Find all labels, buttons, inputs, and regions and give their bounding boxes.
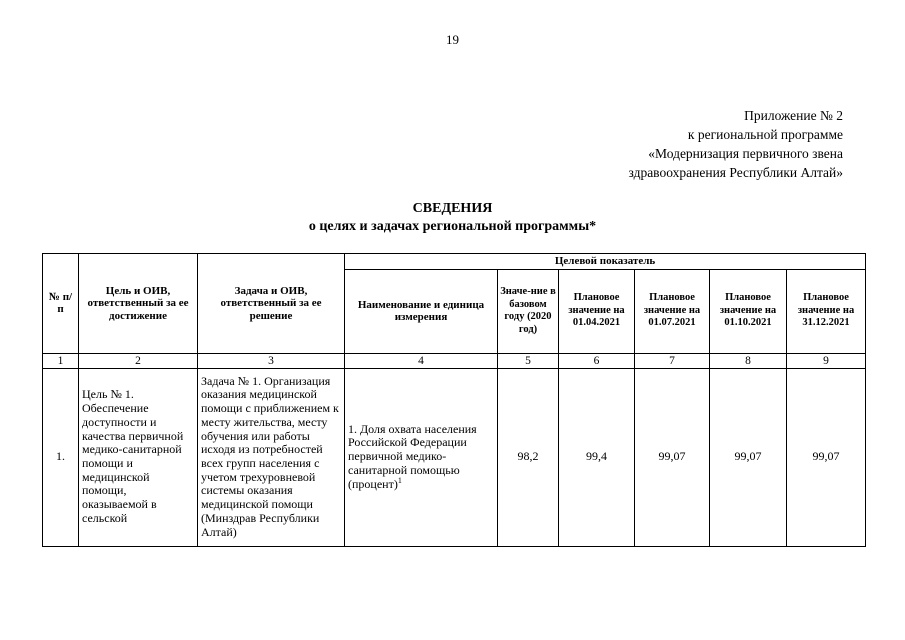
heading-title: СВЕДЕНИЯ <box>412 201 493 216</box>
task-cell: Задача № 1. Организация оказания медицинской помощи с приближением к месту жительства, месту обучения или работы исходя из потребностей всех групп населения с учетом трехуровневой системы оказания медицинской помощи (Минздрав Республики Алтай) <box>198 368 345 546</box>
col-number: 5 <box>498 353 559 368</box>
header-plan-q2: Плановое значение на 01.07.2021 <box>635 269 710 353</box>
col-number: 8 <box>710 353 787 368</box>
plan-q1-cell: 99,4 <box>559 368 635 546</box>
col-number: 4 <box>345 353 498 368</box>
column-number-row <box>43 353 866 368</box>
header-goal: Цель и ОИВ, ответственный за ее достижение <box>79 254 198 354</box>
indicator-cell <box>345 368 498 546</box>
col-number: 6 <box>559 353 635 368</box>
appendix-block <box>628 106 843 182</box>
col-number: 3 <box>198 353 345 368</box>
plan-q3-cell: 99,07 <box>710 368 787 546</box>
indicator-text: 1. Доля охвата населения Российской Федерации первичной медико-санитарной помощью (процент) <box>348 421 477 491</box>
document-heading <box>0 200 905 236</box>
col-number: 9 <box>787 353 866 368</box>
header-plan-q4: Плановое значение на 31.12.2021 <box>787 269 866 353</box>
col-number: 2 <box>79 353 198 368</box>
col-number: 1 <box>43 353 79 368</box>
header-num: № п/п <box>43 254 79 354</box>
appendix-line-1: Приложение № 2 <box>744 108 843 123</box>
appendix-line-3: «Модернизация первичного звена <box>648 146 843 161</box>
goal-cell: Цель № 1. Обеспечение доступности и качества первичной медико-санитарной помощи и медицинской помощи, оказываемой в сельской <box>79 368 198 546</box>
col-number: 7 <box>635 353 710 368</box>
header-plan-q1: Плановое значение на 01.04.2021 <box>559 269 635 353</box>
base-value-cell: 98,2 <box>498 368 559 546</box>
heading-subtitle: о целях и задачах региональной программы* <box>308 219 597 234</box>
goals-table <box>42 253 866 547</box>
header-indicator-group: Целевой показатель <box>345 254 866 270</box>
row-number: 1. <box>43 368 79 546</box>
indicator-footnote: 1 <box>397 475 402 485</box>
header-base-value: Значе-ние в базовом году (2020 год) <box>498 269 559 353</box>
header-plan-q3: Плановое значение на 01.10.2021 <box>710 269 787 353</box>
plan-q4-cell: 99,07 <box>787 368 866 546</box>
plan-q2-cell: 99,07 <box>635 368 710 546</box>
appendix-line-4: здравоохранения Республики Алтай» <box>628 165 843 180</box>
header-task: Задача и ОИВ, ответственный за ее решение <box>198 254 345 354</box>
header-indicator-name: Наименование и единица измерения <box>345 269 498 353</box>
appendix-line-2: к региональной программе <box>687 127 843 142</box>
page-number: 19 <box>446 32 459 47</box>
table-row <box>43 368 866 546</box>
